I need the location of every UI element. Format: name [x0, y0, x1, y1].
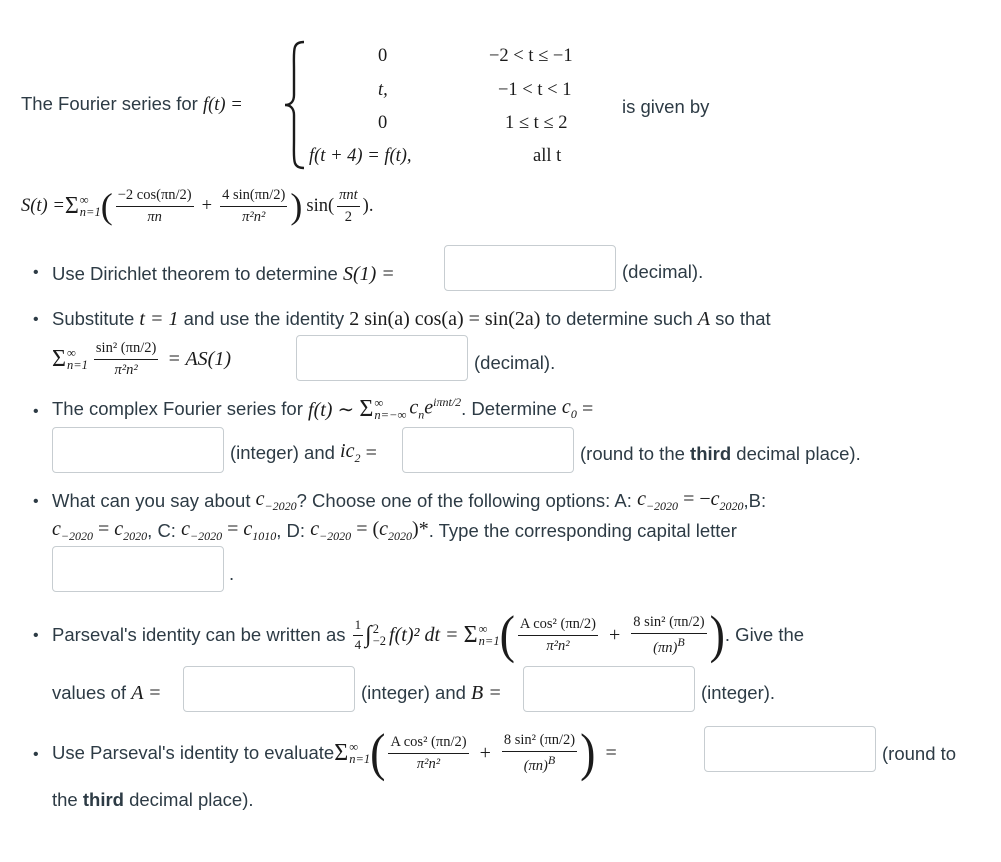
values-of: values of: [52, 682, 127, 703]
c-symbol: c: [243, 518, 253, 540]
line2-bold: third: [82, 789, 124, 810]
ic2-eq: =: [365, 441, 377, 464]
sum-symbol: Σ: [52, 345, 66, 372]
left-paren: (: [100, 186, 113, 226]
q6-frac-cos: [388, 734, 468, 772]
left-paren: (: [499, 605, 515, 664]
q2-math-c: A: [697, 307, 710, 330]
frac-den: 4: [354, 636, 362, 652]
q6-equals: =: [605, 741, 617, 764]
c-sub: −2020: [189, 529, 223, 543]
frac-num: A cos² (πn/2): [518, 616, 598, 636]
q2-text-a: Substitute: [52, 308, 135, 329]
paren: )*: [412, 518, 429, 540]
term-c: c: [409, 396, 419, 419]
den-base: (πn): [523, 757, 548, 774]
frac-den: [651, 634, 687, 657]
intro-label: The Fourier series for: [21, 93, 198, 114]
paren: (: [372, 518, 380, 540]
frac-den: π²n²: [114, 361, 138, 378]
left-paren: (: [370, 723, 386, 782]
q3-integer-label: [230, 440, 377, 466]
frac-den: πn: [147, 208, 162, 225]
sum-upper: ∞: [66, 345, 76, 360]
q2-text-c: to determine such: [545, 308, 693, 329]
term-sub: n: [418, 407, 425, 422]
bullet-6: •: [33, 746, 39, 763]
c-symbol: c: [637, 488, 646, 510]
q5-line1: [52, 604, 804, 666]
piece-value-4: f(t + 4) = f(t),: [309, 146, 412, 166]
c-sub: −2020: [319, 529, 352, 543]
sum-lower: n=1: [349, 752, 371, 766]
q1-math: S(1) =: [342, 262, 395, 285]
round-bold: third: [690, 443, 732, 464]
q2-equals: = AS(1): [167, 347, 231, 370]
line2-post: decimal place).: [129, 789, 254, 810]
sum-symbol: Σ: [463, 621, 478, 648]
sum-limits: [479, 623, 500, 648]
c-symbol: c: [114, 518, 124, 540]
q3-eq: =: [581, 397, 594, 420]
q3-round-label: [580, 443, 861, 465]
series-formula: [21, 180, 373, 232]
sum-symbol: Σ: [64, 192, 79, 219]
int-limits: [373, 623, 386, 648]
right-paren: ): [709, 605, 725, 664]
c-symbol: c: [710, 488, 720, 510]
q4-period: .: [229, 563, 235, 584]
sum-upper: ∞: [478, 621, 488, 636]
frac-den: 2: [344, 208, 353, 225]
q1-text: Use Dirichlet theorem to determine: [52, 263, 338, 284]
c-symbol: c: [379, 518, 389, 540]
q3-math-b: [562, 396, 577, 422]
frac-num: −2 cos(πn/2): [116, 187, 194, 207]
q5-text-a: Parseval's identity can be written as: [52, 624, 346, 645]
series-frac-arg: [337, 187, 360, 225]
q5-integer: (integer).: [701, 682, 776, 703]
q3-term: [409, 395, 461, 423]
sum-limits: [80, 194, 101, 219]
option-c-math: [181, 518, 276, 544]
c-neg2020: [256, 488, 297, 514]
sum-symbol: Σ: [359, 395, 374, 422]
comma-d: , D:: [276, 520, 306, 541]
q4-answer-input[interactable]: [52, 546, 224, 592]
ic2-symbol: [340, 440, 360, 466]
q2-text-b: and use the identity: [183, 308, 345, 329]
c-symbol: c: [310, 518, 320, 540]
q2-text-d: so that: [715, 308, 771, 329]
frac-num: πnt: [337, 187, 360, 207]
intro-text: [21, 93, 243, 116]
term-sup: iπnt/2: [433, 395, 462, 410]
c-symbol: c: [181, 518, 190, 540]
series-frac-cos: [116, 187, 194, 225]
q2-math-b: 2 sin(a) cos(a) = sin(2a): [349, 307, 541, 330]
eq: =: [98, 518, 110, 540]
sum-lower: n=1: [66, 358, 88, 372]
integer-and: (integer) and: [361, 682, 466, 703]
frac-num: 8 sin² (πn/2): [502, 732, 577, 752]
sum-limits: [374, 397, 406, 422]
q1-row: [52, 251, 395, 297]
q6-line1: [52, 722, 617, 784]
den-base: (πn): [653, 639, 678, 656]
series-frac-sin: [220, 187, 287, 225]
piecewise-brace-icon: [282, 40, 308, 170]
c-sub: −2020: [645, 499, 679, 513]
series-lhs: S(t) =: [21, 195, 65, 216]
q4-line1: [52, 488, 766, 514]
eq-neg: = −: [683, 488, 711, 510]
q2-suffix: (decimal).: [474, 352, 556, 373]
sum-lower: n=1: [79, 205, 101, 219]
series-tail: ).: [362, 195, 374, 216]
integral-symbol: ∫: [365, 621, 372, 648]
c-sub: 2020: [123, 529, 148, 543]
math-B: B =: [471, 681, 502, 704]
bullet-3: •: [33, 403, 39, 420]
quarter-frac: [353, 618, 364, 653]
c-sub: 0: [570, 407, 577, 421]
frac-num: A cos² (πn/2): [388, 734, 468, 754]
right-paren: ): [580, 723, 596, 782]
q3-line1: [52, 392, 593, 426]
frac-num: 4 sin(πn/2): [220, 187, 287, 207]
sin-part: sin(: [306, 195, 335, 216]
bullet-2: •: [33, 311, 39, 328]
c-sub: −2020: [60, 529, 93, 543]
sum-limits: [349, 741, 370, 766]
frac-den: [522, 752, 558, 775]
q3-text-a: The complex Fourier series for: [52, 398, 303, 419]
A-answer-input[interactable]: [183, 666, 355, 712]
frac-den: π²n²: [416, 755, 441, 772]
plus-sign: +: [609, 623, 621, 646]
piece-value-1: 0: [378, 46, 388, 66]
piece-cond-2: −1 < t < 1: [498, 80, 572, 100]
bullet-4: •: [33, 493, 39, 510]
ic-sub: 2: [354, 451, 361, 465]
q6-round-to: (round to: [882, 743, 957, 764]
sum-lower: n=−∞: [374, 408, 407, 422]
c-sub: 2020: [388, 529, 413, 543]
q5-text-b: . Give the: [724, 624, 805, 645]
q6-frac-sin: [502, 732, 577, 774]
q2-math-a: t = 1: [139, 307, 179, 330]
q2-line2: [52, 338, 231, 380]
q4-text-a: What can you say about: [52, 490, 251, 511]
sum-upper: ∞: [374, 395, 384, 410]
sum-limits: [67, 347, 88, 372]
option-b-math: [52, 518, 147, 544]
q2-frac: [94, 340, 158, 378]
q2-line1: [52, 306, 771, 332]
integer-and: (integer) and: [230, 442, 335, 463]
c0-answer-input[interactable]: [52, 427, 224, 473]
sum-symbol: Σ: [334, 739, 349, 766]
piece-cond-3: 1 ≤ t ≤ 2: [505, 113, 568, 133]
piece-value-2: t,: [378, 80, 388, 100]
eq: =: [356, 518, 368, 540]
frac-num: sin² (πn/2): [94, 340, 158, 360]
sum-upper: ∞: [79, 192, 89, 207]
den-sup: B: [677, 634, 685, 649]
c-symbol: c: [52, 518, 61, 540]
round-pre: (round to the: [580, 443, 685, 464]
frac-den: π²n²: [546, 637, 570, 654]
option-a-math: [637, 488, 743, 514]
term-e: e: [424, 396, 434, 419]
sum-upper: ∞: [349, 739, 359, 754]
bullet-1: •: [33, 264, 39, 281]
frac-num: 8 sin² (πn/2): [631, 614, 706, 634]
frac-den: π²n²: [242, 208, 266, 225]
f-of-t: f(t) =: [202, 95, 243, 115]
piece-cond-4: all t: [533, 146, 562, 166]
q5-frac-cos: [518, 616, 598, 654]
q3-math-a: f(t) ∼: [308, 398, 355, 421]
plus-sign: +: [201, 195, 213, 216]
sum-lower: n=1: [478, 634, 500, 648]
c-symbol: c: [255, 488, 265, 510]
bullet-5: •: [33, 627, 39, 644]
q4-line2: [52, 518, 737, 544]
q6-answer-input[interactable]: [704, 726, 876, 772]
line2-pre: the: [52, 789, 78, 810]
is-given-by: is given by: [622, 96, 710, 117]
frac-num: 1: [353, 618, 364, 636]
c-sub: 1010: [252, 529, 277, 543]
q6-text-a: Use Parseval's identity to evaluate: [52, 742, 335, 763]
den-sup: B: [547, 752, 556, 767]
B-answer-input[interactable]: [523, 666, 695, 712]
q1-answer-input[interactable]: [444, 245, 616, 291]
piece-value-3: 0: [378, 113, 388, 133]
plus-sign: +: [479, 741, 491, 764]
q4-line2-end: . Type the corresponding capital letter: [428, 520, 737, 541]
int-lower: −2: [372, 634, 387, 648]
right-paren: ): [290, 186, 303, 226]
comma-c: , C:: [147, 520, 176, 541]
q1-suffix: (decimal).: [622, 261, 704, 282]
round-post: decimal place).: [736, 443, 861, 464]
option-d-math: [310, 518, 429, 544]
math-A: A =: [131, 681, 162, 704]
q5-frac-sin: [631, 614, 706, 656]
ic-symbol: ic: [340, 440, 355, 462]
q2-answer-input[interactable]: [296, 335, 468, 381]
q6-line2: [52, 789, 254, 811]
q4-text-b: ? Choose one of the following options: A:: [296, 490, 632, 511]
piece-cond-1: −2 < t ≤ −1: [489, 46, 573, 66]
c-symbol: c: [561, 396, 571, 418]
comma-b: ,B:: [743, 490, 767, 511]
ic2-answer-input[interactable]: [402, 427, 574, 473]
c-sub: −2020: [264, 499, 297, 513]
c-sub: 2020: [719, 499, 744, 513]
q5-line2: [52, 680, 162, 706]
q3-text-b: . Determine: [461, 398, 557, 419]
integrand: f(t)² dt =: [389, 623, 459, 646]
int-upper: 2: [372, 621, 379, 636]
eq: =: [227, 518, 239, 540]
q5-integer-and: [361, 680, 502, 706]
